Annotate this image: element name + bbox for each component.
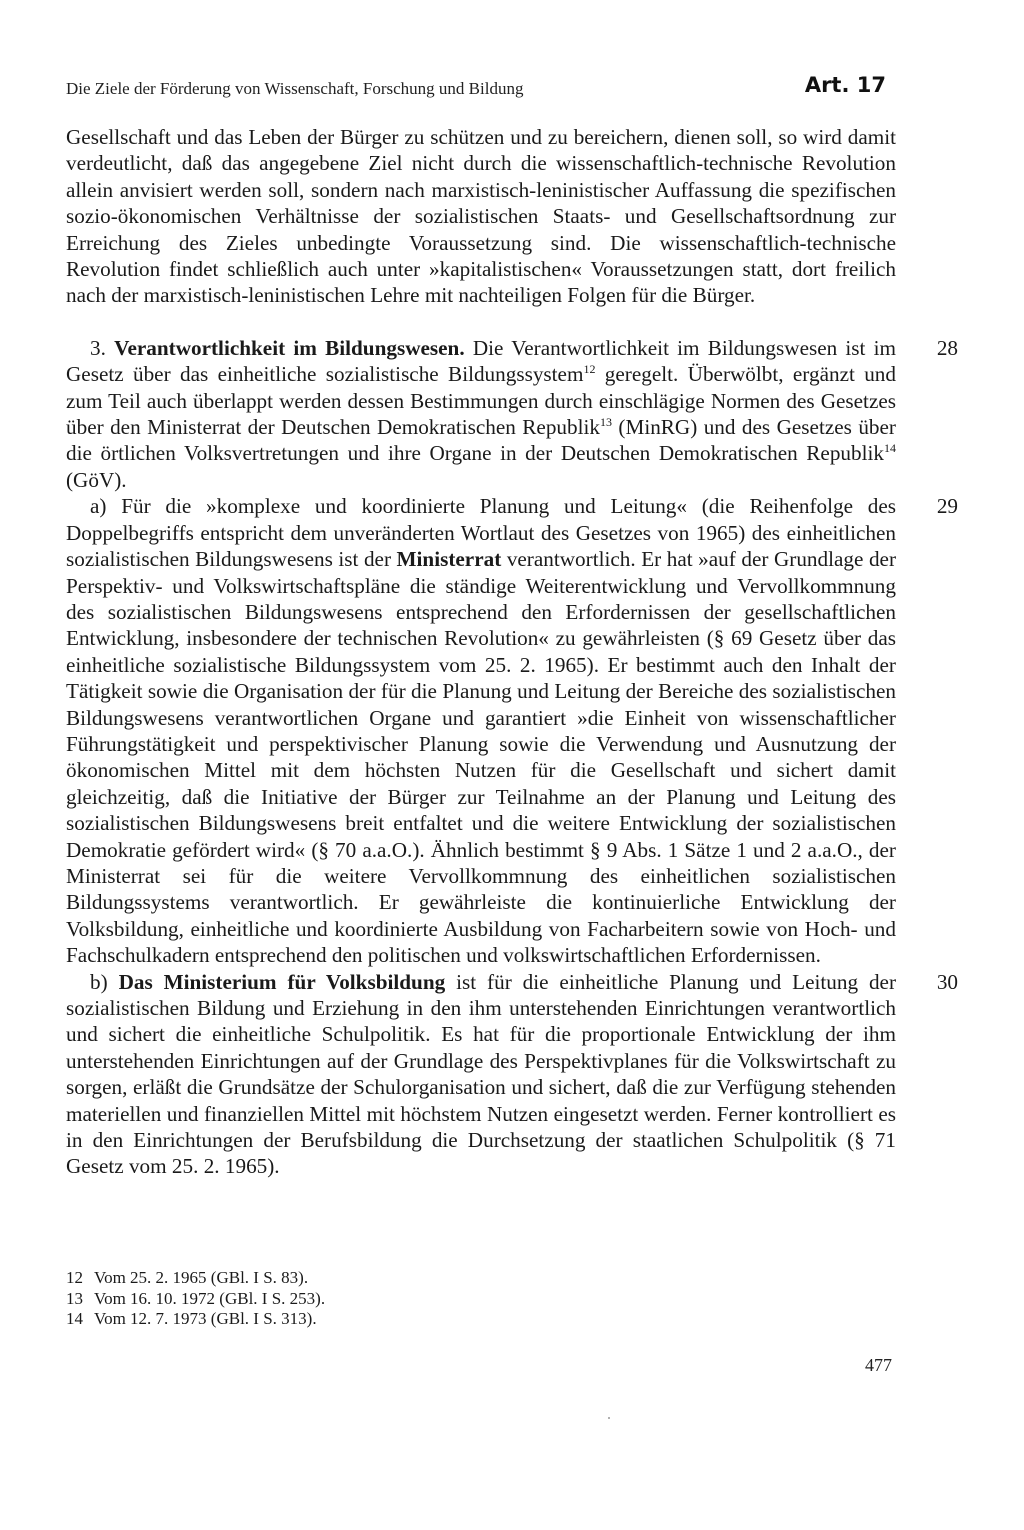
footnote-14 xyxy=(66,1309,666,1330)
footnotes xyxy=(66,1268,666,1330)
paragraph-text: (GöV). xyxy=(66,467,127,492)
footnote-ref-13: 13 xyxy=(599,415,612,429)
bold-term-ministerium: Das Ministerium für Volksbildung xyxy=(118,969,446,994)
article-label: Art. 17 xyxy=(804,73,886,97)
footnote-text: Vom 16. 10. 1972 (GBl. I S. 253). xyxy=(94,1288,326,1308)
footnote-text: Vom 25. 2. 1965 (GBl. I S. 83). xyxy=(94,1268,309,1287)
footnote-13 xyxy=(66,1289,666,1310)
footnote-number: 14 xyxy=(66,1309,83,1328)
margin-number-28: 28 xyxy=(936,335,958,360)
section-heading: Verantwortlichkeit im Bildungswesen. xyxy=(114,335,465,360)
section-number: 3. xyxy=(90,335,106,360)
footnote-text: Vom 12. 7. 1973 (GBl. I S. 313). xyxy=(94,1309,317,1328)
scan-speck xyxy=(608,1417,610,1419)
footnote-number: 12 xyxy=(66,1268,83,1287)
paragraph-continuation: Gesellschaft und das Leben der Bürger zu schützen und zu bereichern, dienen soll, so wird damit verdeutlicht, daß das angegebene Ziel nicht durch die wissenschaftlich-technische Revolution allein anvisiert werden soll, sondern nach marxistisch-leninistischer Auffassung die spezifischen sozio-ökonomischen Verhältnisse der sozialistischen Staats- und Gesellschaftsordnung zur Erreichung des Zieles unbedingte Voraussetzung sind. Die wissenschaftlich-technische Revolution findet schließlich auch unter »kapitalistischen« Voraussetzungen statt, dort freilich nach der marxistisch-leninistischen Lehre mit nachteiligen Folgen für die Bürger. xyxy=(66,125,896,308)
footnote-ref-14: 14 xyxy=(884,441,896,456)
paragraph-text: (MinRG) und des Gesetzes über die örtlichen Volksvertretungen und ihre Organe in der Deutschen Demokratischen Republik xyxy=(66,415,896,466)
footnote-12 xyxy=(66,1268,666,1289)
running-header xyxy=(66,73,886,109)
paragraph-text: ist für die einheitliche Planung und Leitung der sozialistischen Bildung und Erziehung in den ihm unterstehenden Einrichtungen verantwortlich und sichert die einheitliche Schulpolitik. Es hat für die proportionale Entwicklung der ihm unterstehenden Einrichtungen auf der Grundlage des Perspektivplanes für die Volkswirtschaft zu sorgen, erläßt die Grundsätze der Schulorganisation und sichert, daß die zur Verfügung stehenden materiellen und finanziellen Mittel mit höchstem Nutzen eingesetzt werden. Ferner kontrolliert es in den Einrichtungen der Berufsbildung die Durchsetzung der staatlichen Schulpolitik (§ 71 Gesetz vom 25. 2. 1965). xyxy=(66,969,897,1179)
paragraph-30 xyxy=(66,969,958,1180)
paragraph-29 xyxy=(66,493,958,968)
page-number: 477 xyxy=(865,1355,892,1375)
running-title: Die Ziele der Förderung von Wissenschaft, Forschung und Bildung xyxy=(66,79,524,98)
paragraph-text: Die Verantwortlichkeit im Bildungswesen ist im Gesetz über das einheitliche sozialistische Bildungssystem xyxy=(66,335,897,387)
footnote-number: 13 xyxy=(66,1288,83,1308)
footnote-ref-12: 12 xyxy=(583,362,596,377)
margin-number-29: 29 xyxy=(936,494,958,519)
margin-number-30: 30 xyxy=(936,969,958,994)
paragraph-lead: b) xyxy=(90,969,108,994)
body-text xyxy=(66,124,958,1180)
paragraph-text: geregelt. Überwölbt, ergänzt und zum Teil auch überlappt werden dessen Bestimmungen durch einschlägige Normen des Gesetzes über den Ministerrat der Deutschen Demokratischen Republik xyxy=(66,362,896,440)
paragraph-text: verantwortlich. Er hat »auf der Grundlage der Perspektiv- und Volkswirtschaftspläne die ständige Weiterentwicklung und Vervollkommnung des sozialistischen Bildungswesens entsprechend den Erfordernissen der gesellschaftlichen Entwicklung, insbesondere der technischen Revolution« zu gewährleisten (§ 69 Gesetz über das einheitliche sozialistische Bildungssystem vom 25. 2. 1965). Er bestimmt auch den Inhalt der Tätigkeit sowie die Organisation der für die Planung und Leitung der Bereiche des sozialistischen Bildungswesens verantwortlichen Organe und garantiert »die Einheit von wissenschaftlicher Führungstätigkeit und perspektivischer Planung sowie die Verwendung und Ausnutzung der ökonomischen Mittel mit dem höchsten Nutzen für die Gesellschaft und sichert damit gleichzeitig, daß die Initiative der Bürger zur Teilnahme an der Planung und Leitung des sozialistischen Bildungswesens breit entfaltet und die weitere Entwicklung der sozialistischen Demokratie gefördert wird« (§ 70 a.a.O.). Ähnlich bestimmt § 9 Abs. 1 Sätze 1 und 2 a.a.O., der Ministerrat sei für die weitere Vervollkommnung des einheitlichen sozialistischen Bildungssystems verantwortlich. Er gewährleiste die kontinuierliche Entwicklung der Volksbildung, einheitliche und koordinierte Ausbildung von Facharbeitern sowie von Hoch- und Fachschulkadern entsprechend den politischen und volkswirtschaftlichen Erfordernissen. xyxy=(66,547,896,968)
paragraph-28 xyxy=(66,335,958,493)
paragraph-text: a) Für die »komplexe und koordinierte Planung und Leitung« (die Reihenfolge des Doppelbegriffs entspricht dem unveränderten Wortlaut des Gesetzes von 1965) des einheitlichen sozialistischen Bildungswesens ist der xyxy=(66,494,896,572)
bold-term-ministerrat: Ministerrat xyxy=(396,547,502,572)
